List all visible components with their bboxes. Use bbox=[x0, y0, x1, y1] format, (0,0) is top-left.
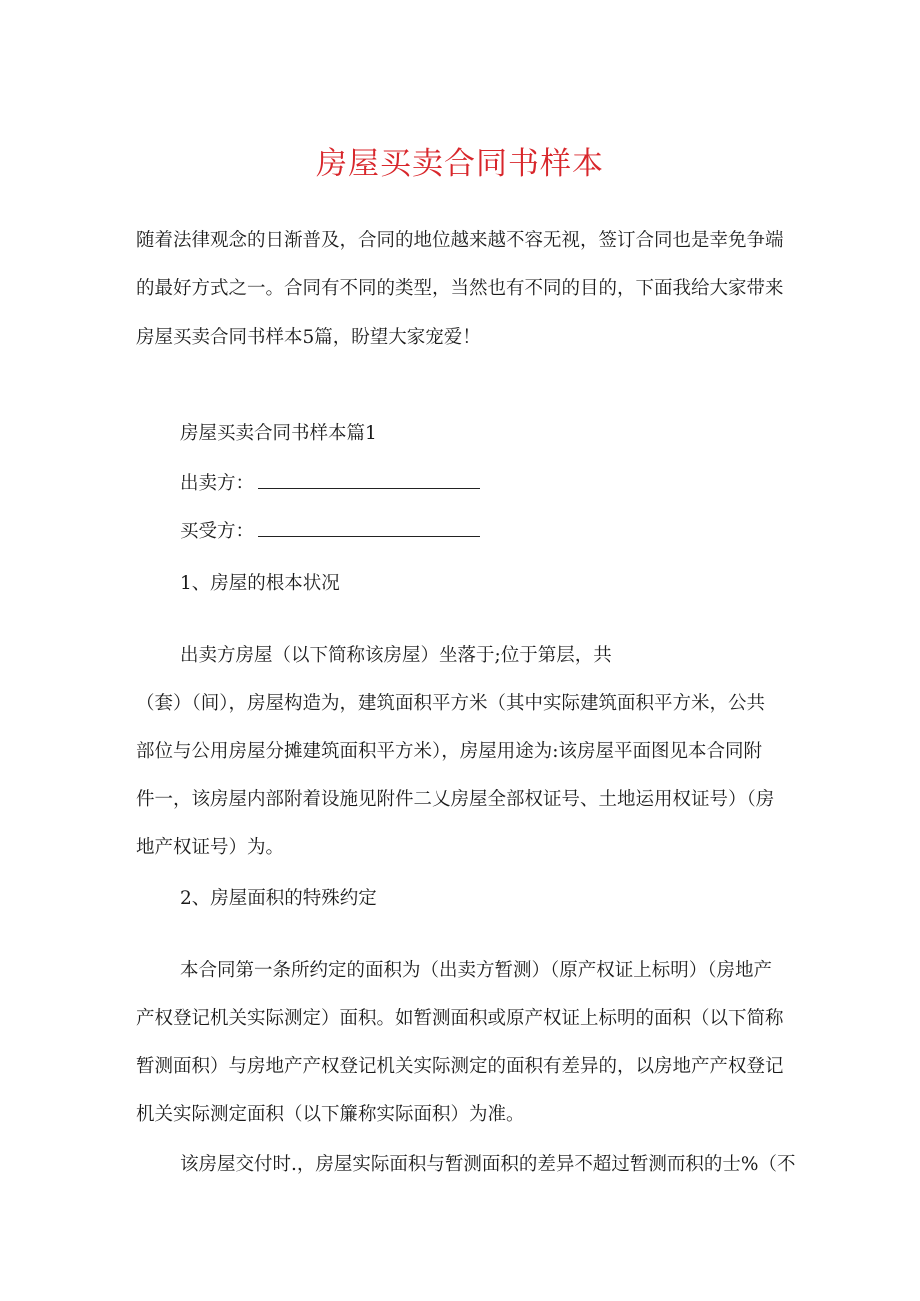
clause1-line-5: 地产权证号）为。 bbox=[136, 837, 285, 858]
clause2-line-4: 机关实际测定面积（以下簾称实际面积）为准。 bbox=[136, 1104, 525, 1125]
intro-line-1: 随着法律观念的日渐普及，合同的地位越来越不容无视，签订合同也是幸免争端 bbox=[136, 230, 784, 251]
clause2-heading: 2、房屋面积的特殊约定 bbox=[180, 888, 377, 909]
clause1-heading: 1、房屋的根本状况 bbox=[180, 573, 340, 594]
buyer-row bbox=[180, 518, 480, 545]
seller-label: 出卖方： bbox=[180, 473, 255, 494]
intro-line-2: 的最好方式之一。合同有不同的类型，当然也有不同的目的，下面我给大家带来 bbox=[136, 278, 784, 299]
clause1-line-2: （套）（间），房屋构造为，建筑面积平方米（其中实际建筑面积平方米，公共 bbox=[136, 693, 766, 714]
clause2-line-2: 产权登记机关实际测定）面积。如暂测面积或原产权证上标明的面积（以下简称 bbox=[136, 1008, 784, 1029]
section-heading: 房屋买卖合同书样本篇1 bbox=[180, 423, 377, 444]
clause2-para2-line-1: 该房屋交付时.，房屋实际面积与暂测面积的差异不超过暂测而积的士%（不 bbox=[180, 1154, 796, 1175]
buyer-label: 买受方： bbox=[180, 521, 255, 542]
seller-row bbox=[180, 470, 480, 497]
seller-blank bbox=[258, 470, 480, 489]
clause1-line-3: 部位与公用房屋分摊建筑面积平方米），房屋用途为:该房屋平面图见本合同附 bbox=[136, 741, 762, 762]
clause1-line-4: 件一，该房屋内部附着设施见附件二乂房屋全部权证号、土地运用权证号）（房 bbox=[136, 789, 775, 810]
document-title: 房屋买卖合同书样本 bbox=[316, 146, 604, 182]
intro-line-3: 房屋买卖合同书样本5篇，盼望大家宠爱！ bbox=[136, 327, 481, 348]
buyer-blank bbox=[258, 518, 480, 537]
clause1-line-1: 出卖方房屋（以下简称该房屋）坐落于;位于第层，共 bbox=[180, 645, 612, 666]
clause2-line-1: 本合同第一条所约定的面积为（出卖方暂测）（原产权证上标明）（房地产 bbox=[180, 960, 773, 981]
clause2-line-3: 暂测面积）与房地产产权登记机关实际测定的面积有差异的，以房地产产权登记 bbox=[136, 1056, 784, 1077]
